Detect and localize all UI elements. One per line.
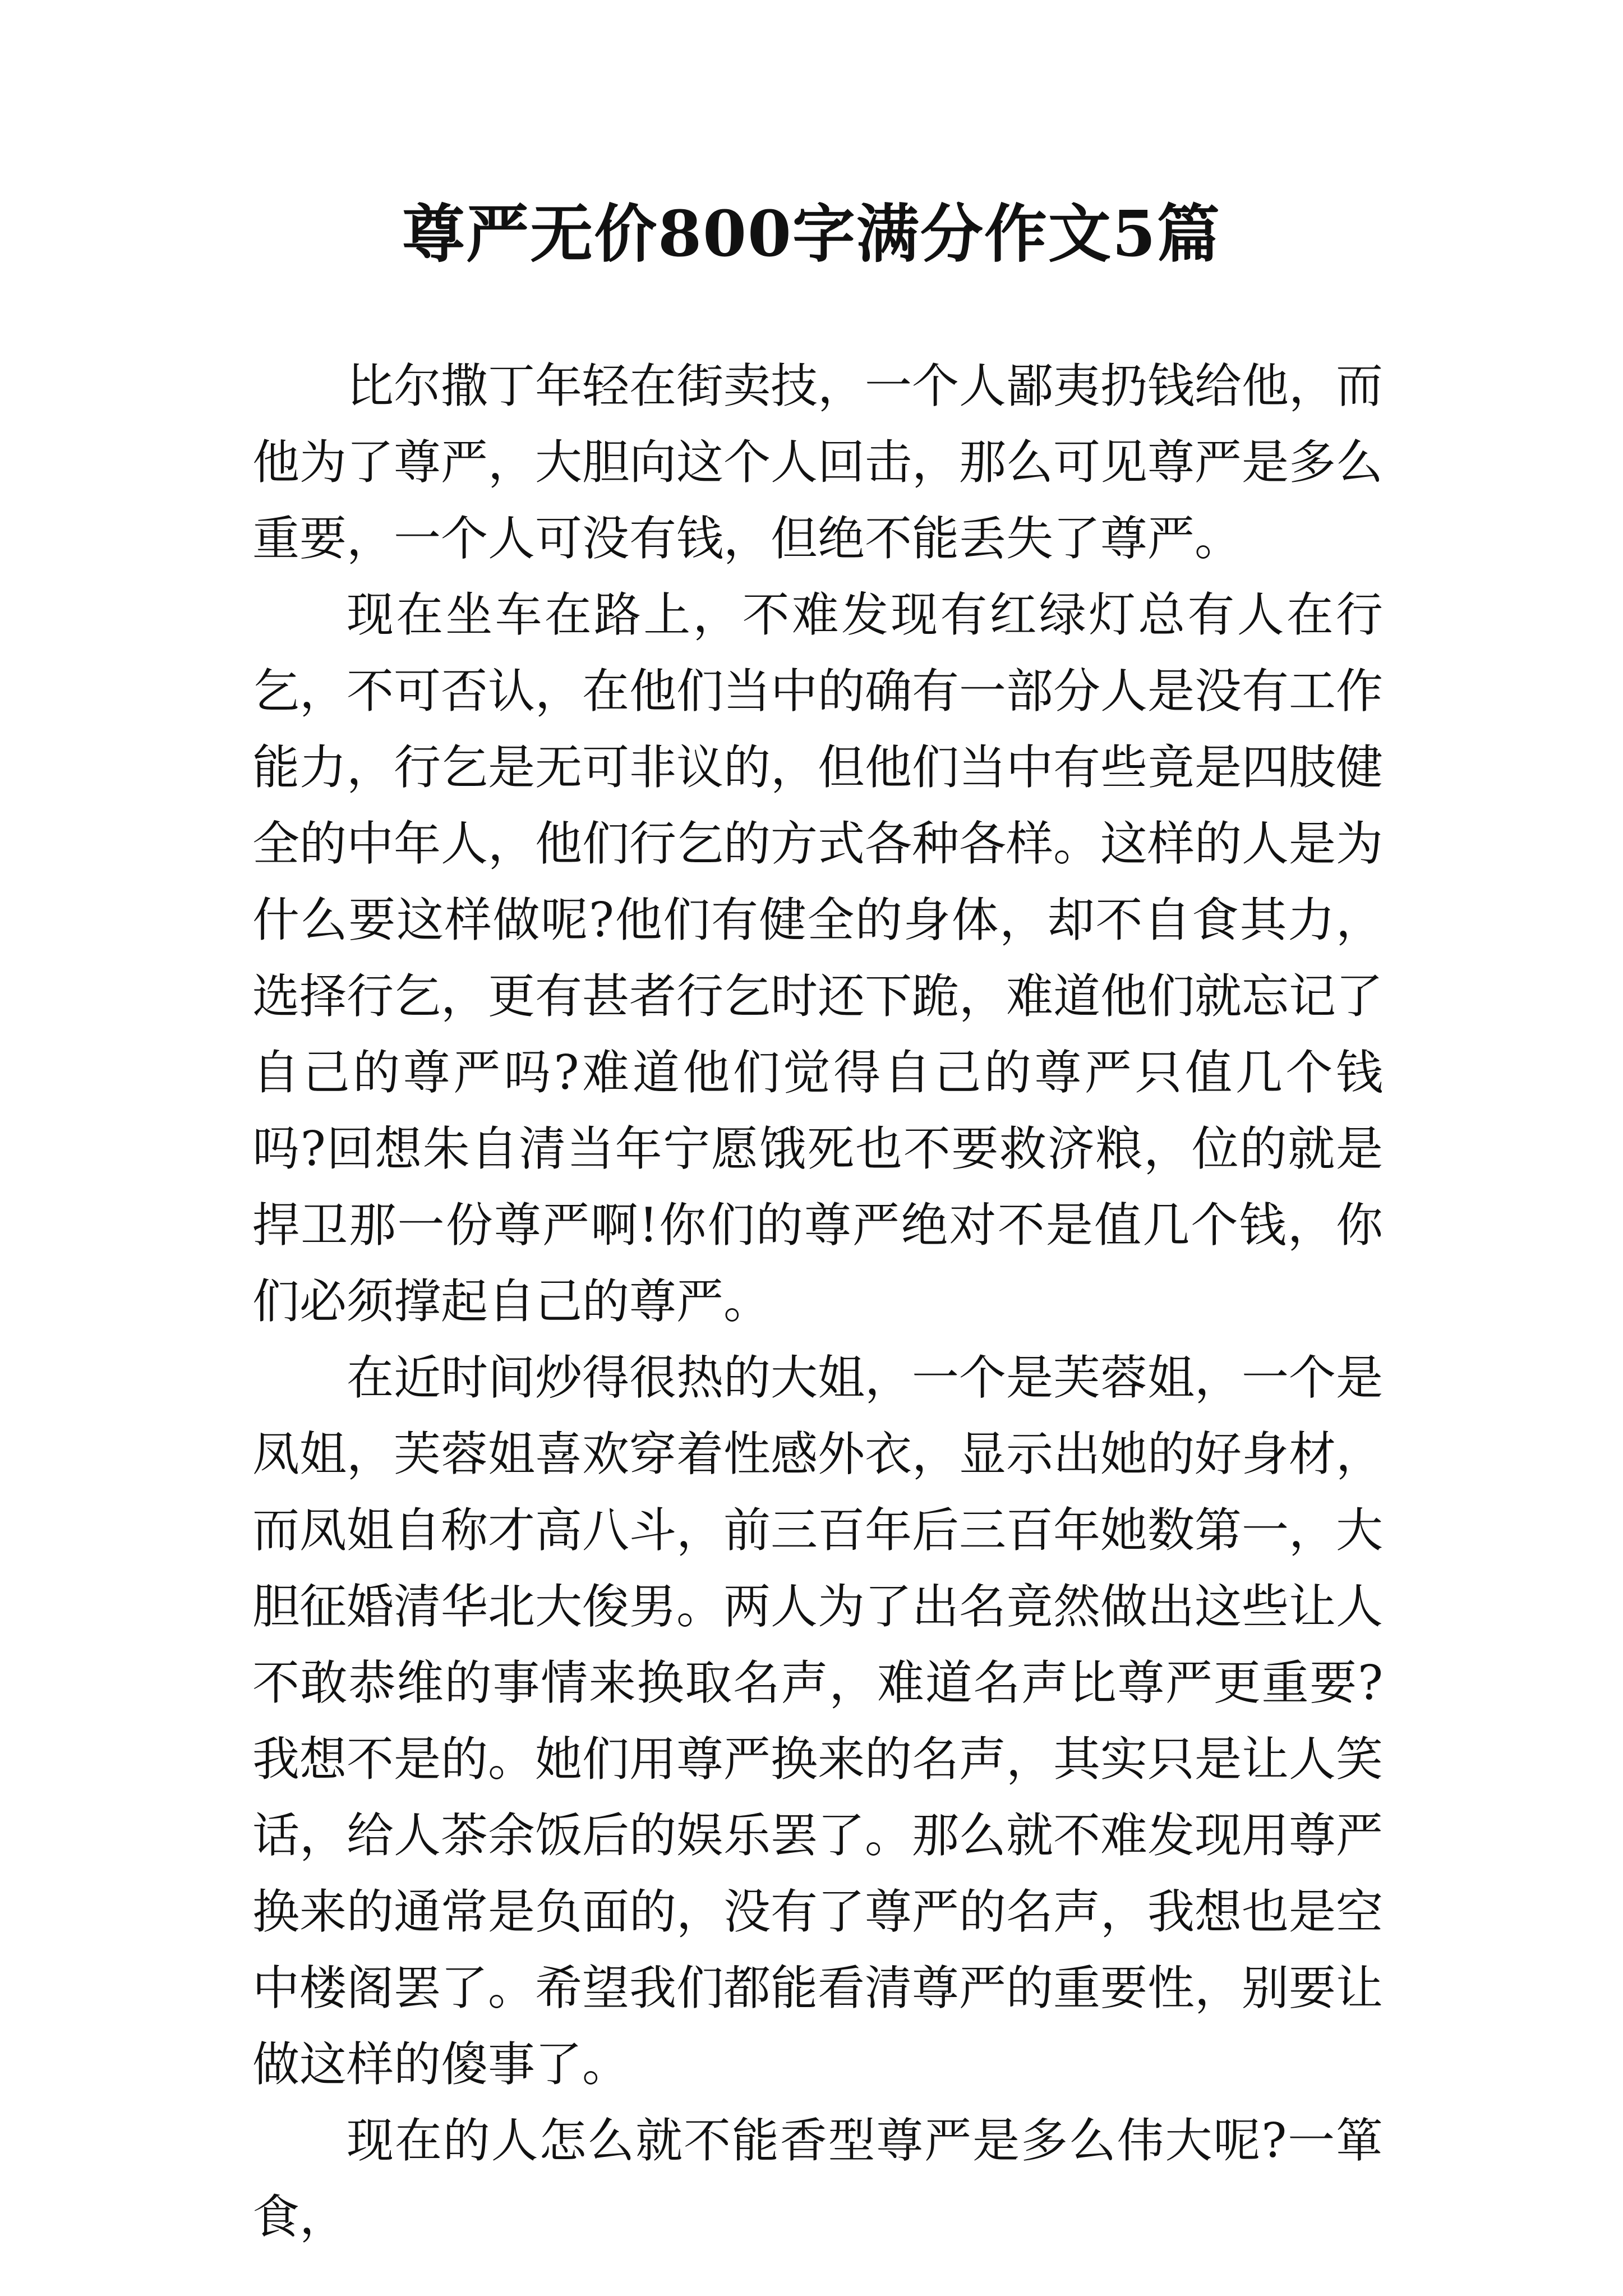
paragraph-4: 现在的人怎么就不能香型尊严是多么伟大呢?一箪食， [252, 2113, 1383, 2244]
document-title: 尊严无价800字满分作文5篇 [402, 197, 1221, 271]
document-body [252, 348, 1383, 2255]
paragraph-1: 比尔撒丁年轻在街卖技，一个人鄙夷扔钱给他，而他为了尊严，大胆向这个人回击，那么可见尊严是多么重要，一个人可没有钱，但绝不能丢失了尊严。 [252, 358, 1384, 566]
paragraph-3: 在近时间炒得很热的大姐，一个是芙蓉姐，一个是凤姐，芙蓉姐喜欢穿着性感外衣，显示出她的好身材，而凤姐自称才高八斗，前三百年后三百年她数第一，大胆征婚清华北大俊男。两人为了出名竟然做出这些让人不敢恭维的事情来换取名声，难道名声比尊严更重要?我想不是的。她们用尊严换来的名声，其实只是让人笑话，给人茶余饭后的娱乐罢了。那么就不难发现用尊严换来的通常是负面的，没有了尊严的名声，我想也是空中楼阁罢了。希望我们都能看清尊严的重要性，别要让做这样的傻事了。 [252, 1350, 1384, 2092]
paragraph-2: 现在坐车在路上，不难发现有红绿灯总有人在行乞，不可否认，在他们当中的确有一部分人是没有工作能力，行乞是无可非议的，但他们当中有些竟是四肢健全的中年人，他们行乞的方式各种各样。这样的人是为什么要这样做呢?他们有健全的身体，却不自食其力，选择行乞，更有甚者行乞时还下跪，难道他们就忘记了自己的尊严吗?难道他们觉得自己的尊严只值几个钱吗?回想朱自清当年宁愿饿死也不要救济粮，位的就是捍卫那一份尊严啊!你们的尊严绝对不是值几个钱，你们必须撑起自己的尊严。 [252, 587, 1384, 1329]
